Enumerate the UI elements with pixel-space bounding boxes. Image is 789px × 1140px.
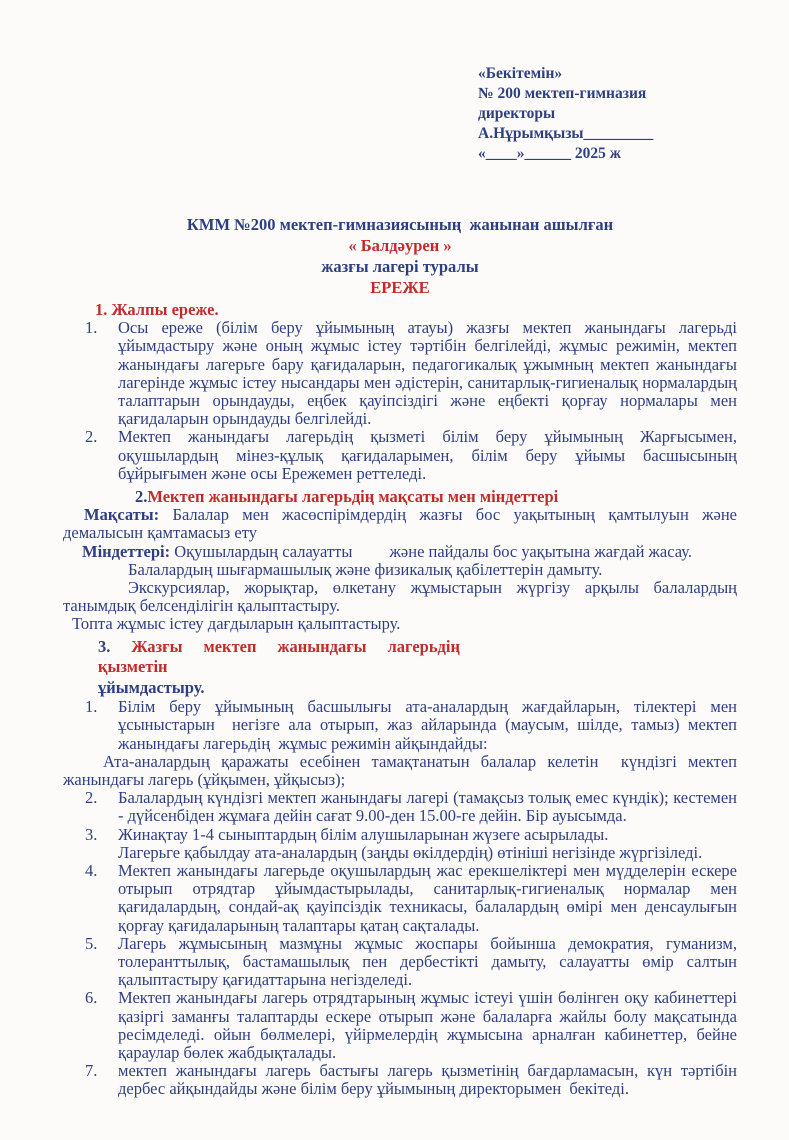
title-line-subject: жазғы лагері туралы — [321, 257, 479, 276]
tasks-label: Міндеттері: — [82, 541, 171, 561]
section-1-heading: 1. Жалпы ереже. — [95, 300, 219, 319]
approval-line-approve: «Бекітемін» — [478, 65, 563, 82]
section-2-number: 2. — [135, 487, 148, 507]
section-1-item-2 — [85, 427, 737, 483]
approval-block — [478, 64, 737, 164]
goal-text: Балалар мен жасөспірімдердің жазғы бос уақытының қамтылуын және демалысын қамтамасыз ету — [63, 505, 737, 543]
item-number: 2. — [85, 427, 98, 447]
item-text: Мектеп жанындағы лагерьдің қызметі білім беру ұйымының Жарғысымен, оқушылардың мінез-құлық қағидаларымен, білім беру ұйымы басшысының бұйрығымен және осы Ережемен реттеледі. — [118, 427, 737, 483]
item-number: 5. — [85, 933, 98, 953]
item-text: Мектеп жанындағы лагерь отрядтарының жұмыс істеуі үшін бөлінген оқу кабинеттері қазіргі заманғы талаптарды ескере отырып және балаларға жайлы болу мақсатында ресімделеді. ойын бөлмелері, үйірмелердің жұмысына арналған кабинеттер, бейне қараулар бөлек жабдықталады. — [118, 988, 737, 1063]
item-text: Осы ереже (білім беру ұйымының атауы) жазғы мектеп жанындағы лагерьді ұйымдастыру және оның жұмыс істеу тәртібін белгілейді, жұмыс режимін, мектеп жанындағы лагерьге бару қағидаларын, педагогикалық ұжымның мектеп жанындағы лагерінде жұмыс істеу нысандары мен әдістерін, санитарлық-гигиеналық нормалардың талаптарын орындауды, еңбек қауіпсіздігі және еңбекті қорғау нормалары мен қағидаларын орындауды белгілейді. — [118, 318, 737, 429]
section-3-item-5 — [85, 933, 737, 990]
item-number: 1. — [85, 318, 98, 338]
item-number: 7. — [85, 1061, 98, 1081]
item-text: мектеп жанындағы лагерь бастығы лагерь қызметінің бағдарламасын, күн тәртібін дербес айқындайды және білім беру ұйымының директорымен бекітеді. — [118, 1061, 737, 1099]
section-3-item-3 — [85, 824, 737, 862]
item-text: Лагерь жұмысының мазмұны жұмыс жоспары бойынша демократия, гуманизм, толеранттылық, бастамашылық пен дербестікті дамыту, салауатты өмір салтын қалыптастыру қағидаттарына негізделеді. — [118, 933, 737, 990]
approval-line-name-signature: А.Нұрымқызы_________ — [478, 125, 654, 142]
item-number: 6. — [85, 988, 98, 1008]
item-text: Жинақтау 1-4 сыныптардың білім алушыларынан жүзеге асырылады. — [118, 824, 609, 844]
section-3-heading-line-1 — [98, 637, 460, 678]
item-number: 2. — [85, 788, 98, 808]
section-3-title: Жазғы мектеп жанындағы лагерьдің қызметін — [98, 636, 460, 677]
item-text: Балалардың күндізгі мектеп жанындағы лагері (тамақсыз толық емес күндік); кестемен - дүйсенбіден жұмаға дейін сағат 9.00-ден 15.00-ге дейін. Бір ауысымда. — [118, 788, 737, 826]
section-1-item-1 — [85, 318, 737, 429]
tasks-text: Оқушылардың салауатты және пайдалы бос уақытына жағдай жасау. — [170, 541, 692, 561]
approval-line-director: директоры — [478, 105, 556, 122]
section-3-heading — [63, 637, 737, 699]
document-body — [63, 301, 737, 1099]
task-creative-paragraph: Балалардың шығармашылық және физикалық қабілеттерін дамыту. — [128, 559, 603, 579]
title-line-camp-name: « Балдәурен » — [348, 236, 452, 255]
section-3-item-7 — [85, 1061, 737, 1099]
section-3-item-6 — [85, 988, 737, 1063]
item-number: 3. — [85, 824, 98, 844]
title-line-regulation: ЕРЕЖЕ — [370, 278, 430, 297]
item-number: 4. — [85, 860, 98, 880]
document-title — [63, 214, 737, 298]
section-3-item-4 — [85, 860, 737, 935]
goal-paragraph — [63, 506, 737, 542]
item-subparagraph: Ата-аналардың қаражаты есебінен тамақтанатын балалар келетін күндізгі мектеп жанындағы лагерь (ұйқымен, ұйқысыз); — [63, 751, 737, 789]
section-3-heading-line-2: ұйымдастыру. — [98, 677, 205, 697]
task-teamwork-paragraph: Топта жұмыс істеу дағдыларын қалыптастыру. — [72, 614, 401, 634]
section-2-heading — [135, 488, 737, 506]
item-text: Мектеп жанындағы лагерьде оқушылардың жас ерекшеліктері мен мүдделерін ескере отырып отрядтар ұйымдастырылады, санитарлық-гигиеналық нормалар мен қағидалардың, сондай-ақ қауіпсіздік техникасы, балалардың өмірі мен денсаулығын қорғау қағидаларының талаптары қатаң сақталады. — [118, 860, 737, 935]
item-subparagraph: Лагерьге қабылдау ата-аналардың (заңды өкілдердің) өтініші негізінде жүргізіледі. — [118, 842, 703, 862]
tasks-paragraph — [63, 543, 737, 561]
item-text: Білім беру ұйымының басшылығы ата-аналардың жағдайларын, тілектері мен ұсыныстарын негізге ала отырып, жаз айларында (маусым, шілде, тамыз) мектеп жанындағы лагерьдің жұмыс режимін айқындайды: — [118, 697, 737, 753]
section-3-item-1 — [63, 697, 737, 789]
section-2-title: Мектеп жанындағы лагерьдің мақсаты мен міндеттері — [147, 487, 559, 507]
goal-label: Мақсаты: — [84, 505, 160, 525]
item-number: 1. — [85, 697, 98, 717]
section-3-item-2 — [85, 788, 737, 826]
approval-line-date: «____»______ 2025 ж — [478, 145, 621, 162]
section-3-number: 3. — [98, 636, 111, 656]
approval-line-school: № 200 мектеп-гимназия — [478, 85, 647, 102]
task-excursion-paragraph: Экскурсиялар, жорықтар, өлкетану жұмыстарын жүргізу арқылы балалардың танымдық белсенділігін қалыптастыру. — [63, 578, 737, 616]
title-line-school: КММ №200 мектеп-гимназиясының жанынан ашылған — [186, 215, 614, 234]
